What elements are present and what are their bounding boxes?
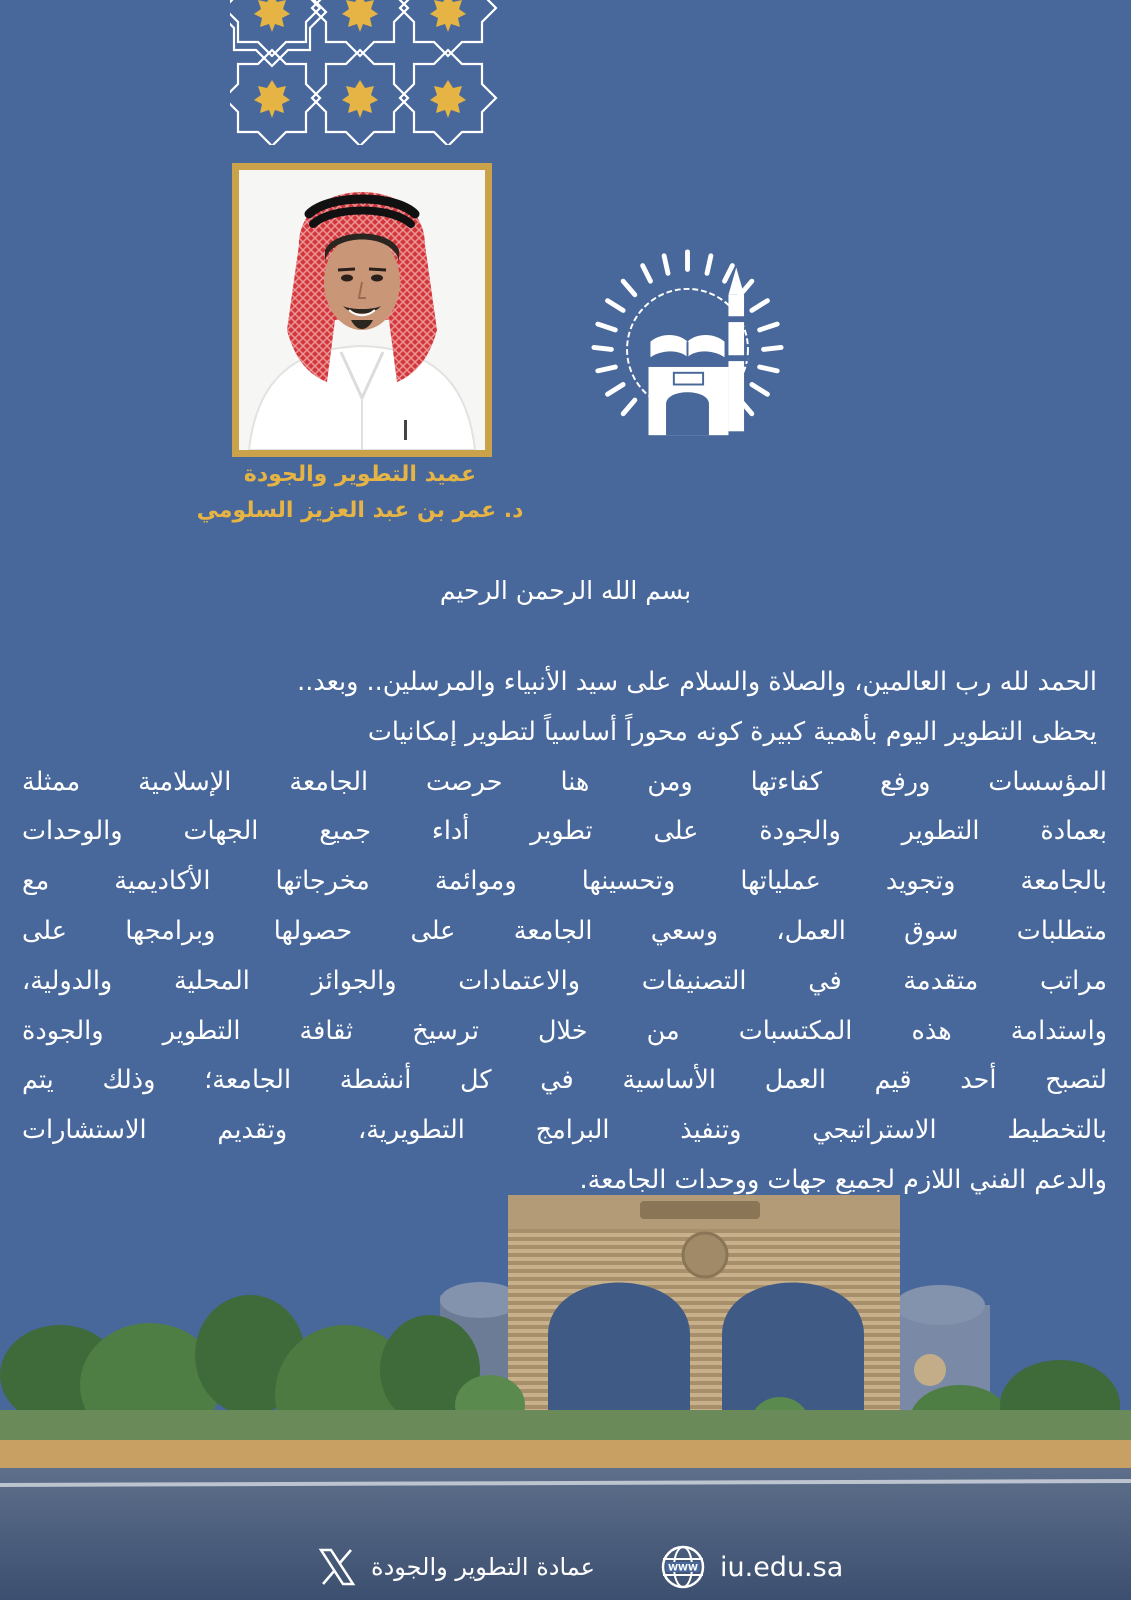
letter-line: يحظى التطوير اليوم بأهمية كبيرة كونه محوراً أساسياً لتطوير إمكانيات	[367, 716, 1097, 747]
footer-social[interactable]	[305, 1547, 595, 1587]
letter-line: لتصبح أحد قيم العمل الأساسية في كل أنشطة الجامعة؛ وذلك يتم	[22, 1065, 1107, 1096]
dean-title: عميد التطوير والجودة	[243, 462, 477, 487]
letter-body	[22, 658, 1107, 1206]
dean-name: د. عمر بن عبد العزيز السلومي	[196, 498, 524, 523]
letter-line: متطلبات سوق العمل، وسعي الجامعة على حصولها وبرامجها على	[22, 915, 1107, 946]
campus-gate-photo	[0, 1185, 1131, 1600]
letter-line: بالتخطيط الاستراتيجي وتنفيذ البرامج التطويرية، وتقديم الاستشارات	[22, 1115, 1107, 1146]
basmala: بسم الله الرحمن الرحيم	[439, 576, 692, 605]
star-pattern	[230, 0, 500, 145]
letter-line: والدعم الفني اللازم لجميع جهات ووحدات الجامعة.	[579, 1164, 1107, 1195]
letter-line: بعمادة التطوير والجودة على تطوير أداء جميع الجهات والوحدات	[22, 816, 1107, 847]
website-link[interactable]: iu.edu.sa	[720, 1551, 844, 1583]
letter-line: المؤسسات ورفع كفاءتها ومن هنا حرصت الجامعة الإسلامية ممثلة	[22, 766, 1107, 797]
footer-department-label: عمادة التطوير والجودة	[371, 1553, 595, 1581]
x-logo-icon	[317, 1547, 357, 1587]
footer-website[interactable]	[660, 1547, 860, 1587]
dean-portrait-frame	[232, 163, 492, 457]
letter-line: واستدامة هذه المكتسبات من خلال ترسيخ ثقافة التطوير والجودة	[22, 1015, 1107, 1046]
dean-portrait	[239, 170, 485, 450]
university-emblem-logo	[590, 248, 785, 443]
letter-line: مراتب متقدمة في التصنيفات والاعتمادات والجوائز المحلية والدولية،	[22, 965, 1107, 996]
letter-line: الحمد لله رب العالمين، والصلاة والسلام على سيد الأنبياء والمرسلين.. وبعد..	[297, 667, 1097, 697]
globe-www-icon	[660, 1544, 706, 1590]
svg-text:WWW: WWW	[668, 1563, 698, 1574]
letter-line: بالجامعة وتجويد عملياتها وتحسينها وموائمة مخرجاتها الأكاديمية مع	[22, 866, 1107, 897]
